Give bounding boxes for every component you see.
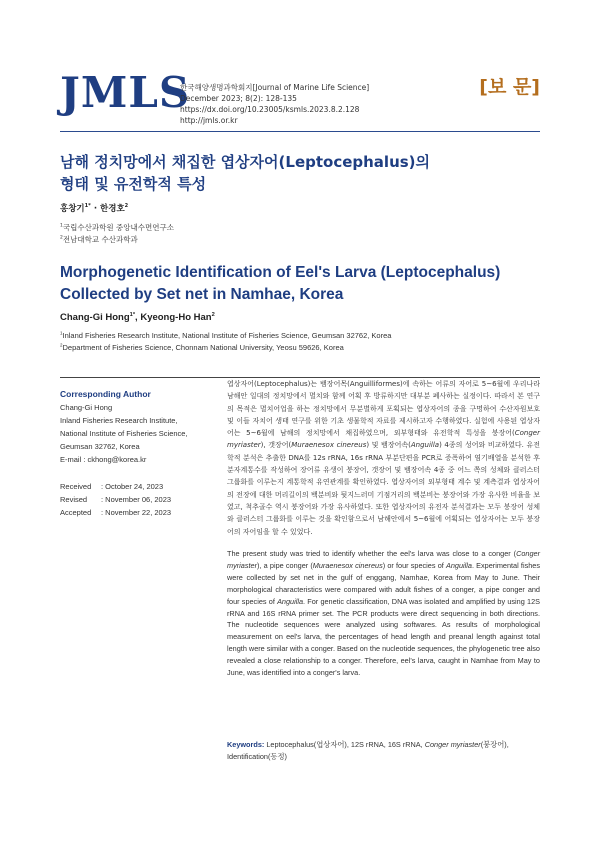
corresponding-author-panel	[60, 389, 210, 519]
corresponding-author-address-1: Inland Fisheries Research Institute,	[60, 416, 178, 425]
english-title-line2: Collected by Set net in Namhae, Korea	[60, 286, 344, 303]
korean-author-1-affil: 1*	[84, 203, 91, 210]
korean-affiliations	[60, 222, 174, 246]
korean-author-2: 한경호	[100, 204, 125, 214]
journal-issue: December 2023; 8(2): 128-135	[180, 94, 297, 103]
keywords-label: Keywords:	[227, 740, 265, 749]
korean-affiliation-2: $^2$전남대학교 수산과학과	[60, 235, 138, 244]
corresponding-author-name: Chang-Gi Hong	[60, 403, 113, 412]
english-author-separator: ,	[135, 312, 141, 323]
korean-author-2-affil: 2	[124, 203, 129, 210]
english-author-2-affil: 2	[211, 311, 215, 318]
korean-title-line2: 형태 및 유전학적 특성	[60, 175, 207, 193]
article-dates	[60, 480, 210, 519]
korean-author-separator: ·	[90, 204, 101, 214]
english-author-2: Kyeong-Ho Han	[140, 312, 212, 323]
english-affiliation-1: $^1$Inland Fisheries Research Institute, National Institute of Fisheries Science, Geumsan 32762, Korea	[60, 330, 392, 340]
accepted-date: Accepted : November 22, 2023	[60, 508, 172, 517]
english-title-line1: Morphogenetic Identification of Eel's Larva (Leptocephalus)	[60, 264, 501, 281]
journal-doi[interactable]: https://dx.doi.org/10.23005/ksmls.2023.8.2.128	[180, 105, 360, 114]
korean-authors	[60, 202, 128, 214]
english-affiliation-2: $^2$Department of Fisheries Science, Chonnam National University, Yeosu 59626, Korea	[60, 342, 344, 352]
header-divider	[60, 131, 540, 132]
corresponding-author-address-2: National Institute of Fisheries Science,	[60, 429, 188, 438]
korean-author-1: 홍창기	[60, 204, 85, 214]
english-author-1: Chang-Gi Hong	[60, 312, 130, 323]
korean-affiliation-1: $^1$국립수산과학원 중앙내수면연구소	[60, 223, 174, 232]
journal-info	[180, 82, 369, 126]
english-authors	[60, 312, 215, 323]
corresponding-author-heading: Corresponding Author	[60, 389, 151, 399]
received-date: Received : October 24, 2023	[60, 482, 164, 491]
korean-title	[60, 151, 540, 195]
journal-name: 한국해양생명과학회지[Journal of Marine Life Science]	[180, 83, 370, 92]
corresponding-author-address-3: Geumsan 32762, Korea	[60, 442, 140, 451]
keywords: Keywords: Leptocephalus(엽상자어), 12S rRNA, 16S rRNA, Conger myriaster(붕장어), Identification(동정)	[227, 740, 509, 761]
article-type-badge: [보 문]	[479, 76, 540, 98]
english-author-1-affil: 1*	[129, 311, 136, 318]
journal-logo: JMLS	[60, 68, 191, 117]
english-abstract: The present study was tried to identify whether the eel's larva was close to a conger (Conger myriaster), a pipe conger (Muraenesox cinereus) or four species of Anguilla. Experimental fishes were collected by set net in the gulf of enggang, Namhae, Korea from May to June. Their morphological characteristics were compared with adult fishes of a conger, a pipe conger and four species of Anguilla. For genetic classification, DNA was isolated and amplified by using 12S rRNA and 16S rRNA primer set. The PCR products were direct sequencing in both directions. The nucleotide sequences were analyzed using softwares. As results of morphological measurement on eel's larva, the percentages of head length and preanal length against total length were similar with a conger. Based on the nucleotide sequences, the phylogenetic tree also revealed a close relationship to a conger. Therefore, eel's larva, caught in Namhae from May to June, was identified into a conger's larva.	[227, 549, 540, 678]
korean-abstract: 엽상자어(Leptocephalus)는 뱀장어목(Anguilliformes)에 속하는 어류의 자어로 5~6월에 우리나라 남해안 일대의 정치망에서 멸치와 함께 어획 후 방류하지만 대부분 폐사하는 실정이다. 따라서 본 연구의 목적은 멸치어업을 하는 정치망에서 무분별하게 포획되는 엽상자어의 종을 구명하여 수산자원보호 및 이들 자치어 생태 연구를 위한 기초 생물학적 자료를 제시하고자 수행하였다. 실험에 사용된 엽상자어는 5~6월에 남해의 정치망에서 채집하였으며, 외부형태와 유전학적 특성을 붕장어(Conger myriaster), 갯장어(Muraenesox cinereus) 및 뱀장어속(Anguilla) 4종의 성어와 비교하였다. 유전학적 분석은 추출한 DNA를 12s rRNA, 16s rRNA 부분단편을 PCR로 증폭하여 염기배열을 분석한 후 분자계통수를 작성하여 장어류 유생이 붕장어, 갯장어 및 뱀장어속 4종 중 어느 쪽의 성체와 클러스터 그룹화를 이루는지 계통학적 유연관계를 확인하였다. 엽상자어의 외부형태 계수 및 계측결과 엽상자어의 전장에 대한 머리길이의 백분비와 뒷지느러미 기점거리의 백분비는 붕장어와 가장 유사한 비율을 보였고, 척추골수 역시 붕장어와 가장 유사하였다. 또한 엽상자어의 유전자 분석결과는 모두 붕장어 성체와 클러스터 그룹화를 이루는 것을 확인함으로서 남해안에서 5~6월에 어획되는 엽상자어는 모두 붕장어의 자어임을 할 수 있었다.	[227, 380, 540, 536]
english-affiliations	[60, 330, 540, 354]
corresponding-author-email[interactable]: E-mail : ckhong@korea.kr	[60, 455, 147, 464]
english-title	[60, 262, 540, 306]
revised-date: Revised : November 06, 2023	[60, 495, 172, 504]
journal-url[interactable]: http://jmls.or.kr	[180, 116, 238, 125]
korean-title-line1: 남해 정치망에서 채집한 엽상자어(Leptocephalus)의	[60, 153, 431, 171]
